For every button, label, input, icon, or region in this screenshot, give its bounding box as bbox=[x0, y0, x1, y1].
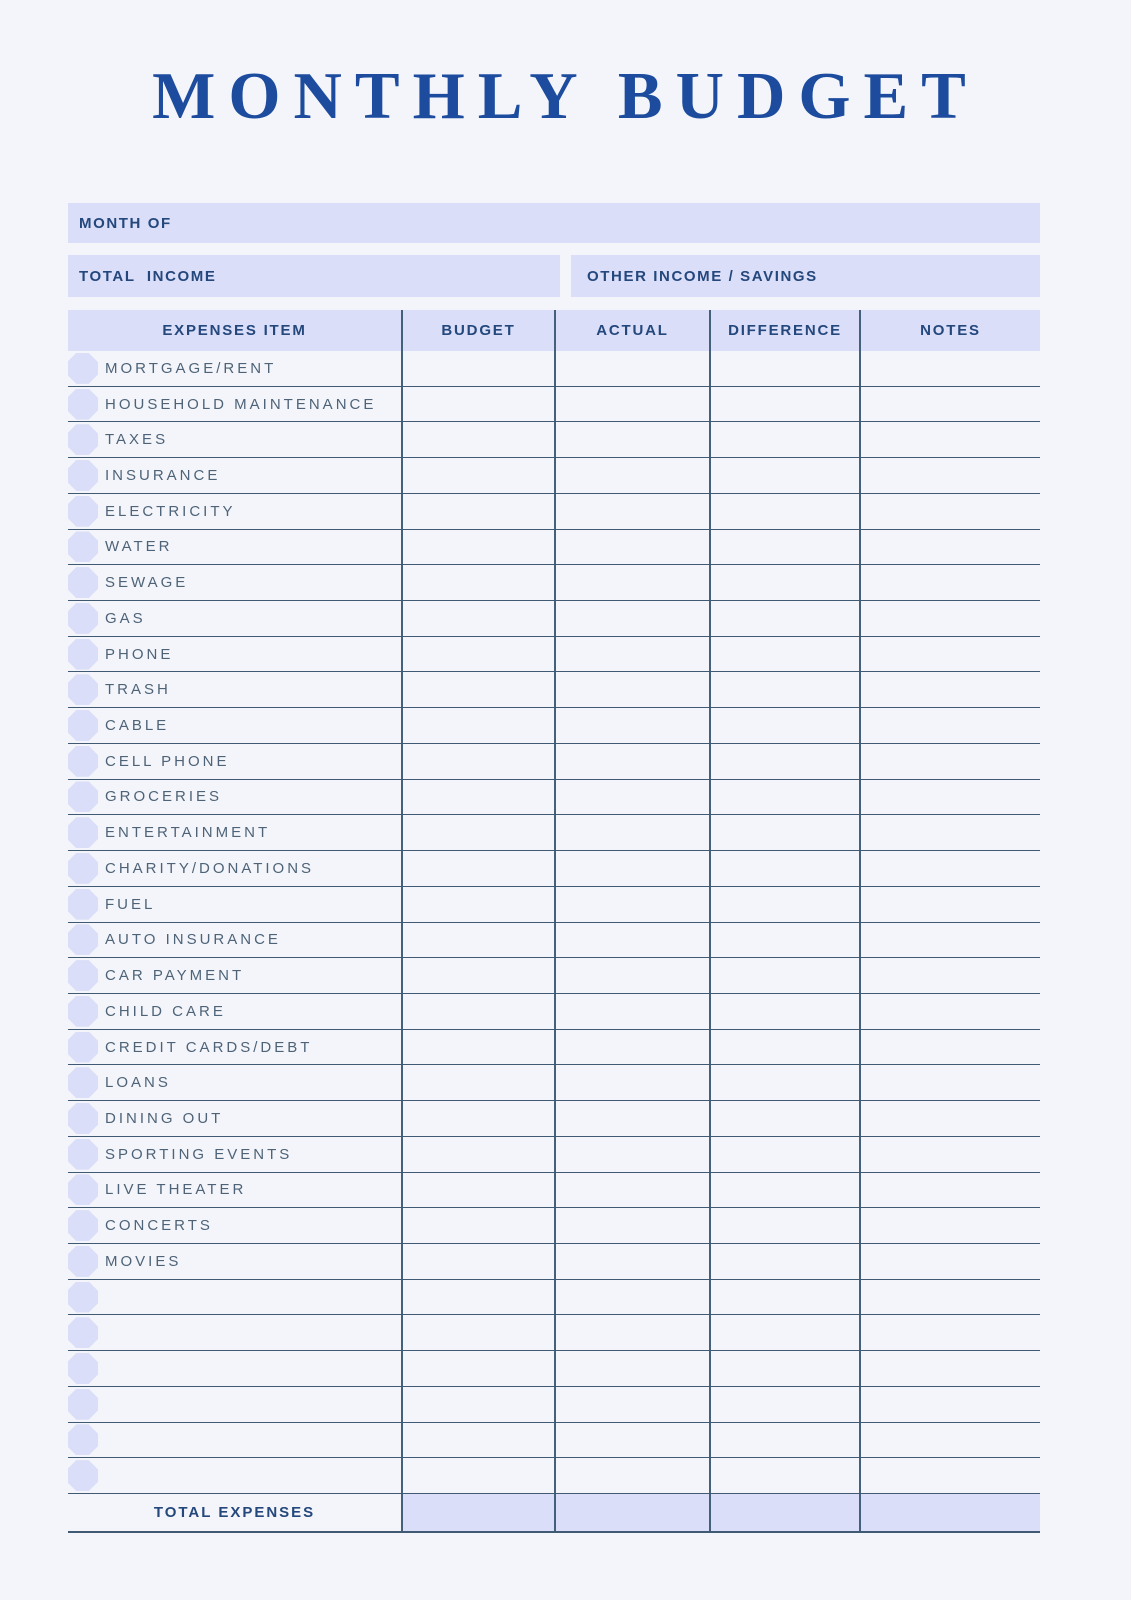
expense-row bbox=[68, 780, 1040, 816]
difference-cell bbox=[711, 958, 861, 993]
bullet-icon bbox=[68, 1389, 98, 1420]
difference-cell bbox=[711, 494, 861, 529]
budget-cell bbox=[403, 1173, 556, 1208]
notes-cell bbox=[861, 565, 1040, 600]
bullet-icon bbox=[68, 781, 98, 812]
actual-cell bbox=[556, 1030, 711, 1065]
difference-cell bbox=[711, 780, 861, 815]
expense-row bbox=[68, 1173, 1040, 1209]
total-budget-cell bbox=[403, 1494, 556, 1531]
expense-item-label: MOVIES bbox=[105, 1252, 182, 1270]
expense-item-label: TAXES bbox=[105, 431, 169, 449]
actual-cell bbox=[556, 1244, 711, 1279]
notes-cell bbox=[861, 1315, 1040, 1350]
empty-expense-row bbox=[68, 1387, 1040, 1423]
actual-cell bbox=[556, 958, 711, 993]
notes-cell bbox=[861, 1030, 1040, 1065]
expense-row bbox=[68, 494, 1040, 530]
total-income-bar bbox=[68, 255, 560, 297]
budget-cell bbox=[403, 1315, 556, 1350]
expense-row bbox=[68, 958, 1040, 994]
expense-item-cell bbox=[68, 1030, 403, 1065]
notes-cell bbox=[861, 1458, 1040, 1493]
expense-item-label: INSURANCE bbox=[105, 467, 221, 485]
notes-cell bbox=[861, 1280, 1040, 1315]
expense-item-cell bbox=[68, 530, 403, 565]
budget-cell bbox=[403, 1065, 556, 1100]
bullet-icon bbox=[68, 1246, 98, 1277]
expense-item-label: GROCERIES bbox=[105, 788, 223, 806]
actual-cell bbox=[556, 351, 711, 386]
bullet-icon bbox=[68, 817, 98, 848]
notes-cell bbox=[861, 1173, 1040, 1208]
expense-item-cell bbox=[68, 351, 403, 386]
actual-cell bbox=[556, 565, 711, 600]
notes-cell bbox=[861, 1101, 1040, 1136]
expense-row bbox=[68, 530, 1040, 566]
expense-row bbox=[68, 815, 1040, 851]
notes-cell bbox=[861, 458, 1040, 493]
expense-item-label: FUEL bbox=[105, 895, 156, 913]
expense-row bbox=[68, 1244, 1040, 1280]
expense-item-cell bbox=[68, 1387, 403, 1422]
actual-cell bbox=[556, 530, 711, 565]
expense-item-label: CHARITY/DONATIONS bbox=[105, 859, 315, 877]
notes-cell bbox=[861, 958, 1040, 993]
notes-cell bbox=[861, 887, 1040, 922]
expense-row bbox=[68, 1101, 1040, 1137]
expense-row bbox=[68, 994, 1040, 1030]
budget-cell bbox=[403, 1423, 556, 1458]
bullet-icon bbox=[68, 1424, 98, 1455]
expense-item-label: GAS bbox=[105, 609, 146, 627]
budget-cell bbox=[403, 351, 556, 386]
page-title: MONTHLY BUDGET bbox=[152, 59, 979, 133]
notes-cell bbox=[861, 1137, 1040, 1172]
expense-item-cell bbox=[68, 637, 403, 672]
expense-item-label: CHILD CARE bbox=[105, 1002, 226, 1020]
column-header-notes: NOTES bbox=[920, 322, 981, 339]
difference-cell bbox=[711, 1065, 861, 1100]
actual-cell bbox=[556, 744, 711, 779]
budget-cell bbox=[403, 565, 556, 600]
expense-item-cell bbox=[68, 672, 403, 707]
expense-row bbox=[68, 387, 1040, 423]
actual-cell bbox=[556, 1208, 711, 1243]
bullet-icon bbox=[68, 1210, 98, 1241]
difference-cell bbox=[711, 672, 861, 707]
budget-cell bbox=[403, 1244, 556, 1279]
difference-cell bbox=[711, 708, 861, 743]
expense-row bbox=[68, 1208, 1040, 1244]
budget-cell bbox=[403, 601, 556, 636]
expense-item-cell bbox=[68, 1208, 403, 1243]
expense-item-cell bbox=[68, 1280, 403, 1315]
difference-cell bbox=[711, 887, 861, 922]
expense-item-label: MORTGAGE/RENT bbox=[105, 359, 277, 377]
expense-item-label: DINING OUT bbox=[105, 1109, 224, 1127]
expense-item-cell bbox=[68, 494, 403, 529]
bullet-icon bbox=[68, 960, 98, 991]
expense-item-cell bbox=[68, 565, 403, 600]
expense-row bbox=[68, 637, 1040, 673]
difference-cell bbox=[711, 1351, 861, 1386]
expense-row bbox=[68, 458, 1040, 494]
difference-cell bbox=[711, 744, 861, 779]
expense-row bbox=[68, 1065, 1040, 1101]
budget-cell bbox=[403, 1208, 556, 1243]
bullet-icon bbox=[68, 460, 98, 491]
difference-cell bbox=[711, 637, 861, 672]
budget-cell bbox=[403, 1101, 556, 1136]
actual-cell bbox=[556, 494, 711, 529]
bullet-icon bbox=[68, 889, 98, 920]
expense-item-cell bbox=[68, 1458, 403, 1493]
difference-cell bbox=[711, 851, 861, 886]
notes-cell bbox=[861, 994, 1040, 1029]
notes-cell bbox=[861, 387, 1040, 422]
bullet-icon bbox=[68, 710, 98, 741]
budget-cell bbox=[403, 494, 556, 529]
budget-cell bbox=[403, 923, 556, 958]
budget-cell bbox=[403, 887, 556, 922]
bullet-icon bbox=[68, 1139, 98, 1170]
difference-cell bbox=[711, 923, 861, 958]
expense-item-label: ENTERTAINMENT bbox=[105, 824, 271, 842]
expense-item-label: CREDIT CARDS/DEBT bbox=[105, 1038, 313, 1056]
actual-cell bbox=[556, 1137, 711, 1172]
column-header-expenses-item: EXPENSES ITEM bbox=[68, 310, 403, 351]
actual-cell bbox=[556, 422, 711, 457]
budget-cell bbox=[403, 1280, 556, 1315]
actual-cell bbox=[556, 851, 711, 886]
bullet-icon bbox=[68, 924, 98, 955]
actual-cell bbox=[556, 994, 711, 1029]
actual-cell bbox=[556, 1458, 711, 1493]
budget-cell bbox=[403, 744, 556, 779]
expense-item-cell bbox=[68, 923, 403, 958]
actual-cell bbox=[556, 1315, 711, 1350]
difference-cell bbox=[711, 387, 861, 422]
expense-row bbox=[68, 1030, 1040, 1066]
actual-cell bbox=[556, 458, 711, 493]
notes-cell bbox=[861, 1387, 1040, 1422]
expenses-table bbox=[68, 310, 1040, 1533]
expense-item-cell bbox=[68, 851, 403, 886]
notes-cell bbox=[861, 744, 1040, 779]
budget-cell bbox=[403, 387, 556, 422]
expense-item-label: SPORTING EVENTS bbox=[105, 1145, 293, 1163]
budget-cell bbox=[403, 1351, 556, 1386]
actual-cell bbox=[556, 887, 711, 922]
bullet-icon bbox=[68, 1460, 98, 1491]
difference-cell bbox=[711, 1101, 861, 1136]
bullet-icon bbox=[68, 853, 98, 884]
column-header-budget: BUDGET bbox=[403, 310, 556, 351]
difference-cell bbox=[711, 565, 861, 600]
expense-item-label: SEWAGE bbox=[105, 574, 189, 592]
difference-cell bbox=[711, 994, 861, 1029]
actual-cell bbox=[556, 1351, 711, 1386]
bullet-icon bbox=[68, 531, 98, 562]
difference-cell bbox=[711, 1208, 861, 1243]
expense-item-label: HOUSEHOLD MAINTENANCE bbox=[105, 395, 377, 413]
expense-row bbox=[68, 565, 1040, 601]
total-expenses-row bbox=[68, 1494, 1040, 1533]
expense-row bbox=[68, 1137, 1040, 1173]
difference-cell bbox=[711, 1387, 861, 1422]
bullet-icon bbox=[68, 389, 98, 420]
bullet-icon bbox=[68, 639, 98, 670]
expense-item-cell bbox=[68, 1423, 403, 1458]
total-notes-cell bbox=[861, 1494, 1040, 1531]
actual-cell bbox=[556, 923, 711, 958]
expense-item-cell bbox=[68, 815, 403, 850]
expense-item-label: CONCERTS bbox=[105, 1217, 213, 1235]
expense-row bbox=[68, 923, 1040, 959]
difference-cell bbox=[711, 530, 861, 565]
difference-cell bbox=[711, 1173, 861, 1208]
expense-item-cell bbox=[68, 744, 403, 779]
difference-cell bbox=[711, 1458, 861, 1493]
expense-row bbox=[68, 708, 1040, 744]
column-header-difference: DIFFERENCE bbox=[711, 310, 861, 351]
difference-cell bbox=[711, 422, 861, 457]
bullet-icon bbox=[68, 603, 98, 634]
actual-cell bbox=[556, 1423, 711, 1458]
expense-item-label: LIVE THEATER bbox=[105, 1181, 247, 1199]
budget-cell bbox=[403, 994, 556, 1029]
bullet-icon bbox=[68, 1103, 98, 1134]
actual-cell bbox=[556, 708, 711, 743]
expense-item-cell bbox=[68, 1101, 403, 1136]
expense-row bbox=[68, 744, 1040, 780]
notes-cell bbox=[861, 1208, 1040, 1243]
expense-item-label: AUTO INSURANCE bbox=[105, 931, 281, 949]
expense-item-label: ELECTRICITY bbox=[105, 502, 236, 520]
notes-cell bbox=[861, 351, 1040, 386]
total-difference-cell bbox=[711, 1494, 861, 1531]
actual-cell bbox=[556, 815, 711, 850]
bullet-icon bbox=[68, 1067, 98, 1098]
expense-item-cell bbox=[68, 601, 403, 636]
notes-cell bbox=[861, 1351, 1040, 1386]
expense-item-cell bbox=[68, 387, 403, 422]
total-expenses-label: TOTAL EXPENSES bbox=[68, 1494, 403, 1531]
empty-expense-row bbox=[68, 1423, 1040, 1459]
empty-expense-row bbox=[68, 1458, 1040, 1494]
difference-cell bbox=[711, 1244, 861, 1279]
bullet-icon bbox=[68, 1282, 98, 1313]
budget-cell bbox=[403, 958, 556, 993]
total-income-label: TOTAL INCOME bbox=[79, 267, 217, 285]
notes-cell bbox=[861, 815, 1040, 850]
bullet-icon bbox=[68, 1317, 98, 1348]
expense-row bbox=[68, 887, 1040, 923]
actual-cell bbox=[556, 601, 711, 636]
budget-cell bbox=[403, 637, 556, 672]
expense-row bbox=[68, 851, 1040, 887]
expense-row bbox=[68, 422, 1040, 458]
expense-row bbox=[68, 351, 1040, 387]
expense-item-label: TRASH bbox=[105, 681, 171, 699]
budget-cell bbox=[403, 458, 556, 493]
difference-cell bbox=[711, 351, 861, 386]
bullet-icon bbox=[68, 353, 98, 384]
other-income-savings-label: OTHER INCOME / SAVINGS bbox=[587, 267, 818, 285]
bullet-icon bbox=[68, 1353, 98, 1384]
expense-item-cell bbox=[68, 1173, 403, 1208]
expense-item-label: PHONE bbox=[105, 645, 174, 663]
bullet-icon bbox=[68, 496, 98, 527]
expense-item-cell bbox=[68, 1065, 403, 1100]
notes-cell bbox=[861, 780, 1040, 815]
expense-item-cell bbox=[68, 708, 403, 743]
actual-cell bbox=[556, 1280, 711, 1315]
actual-cell bbox=[556, 672, 711, 707]
expense-item-cell bbox=[68, 1137, 403, 1172]
difference-cell bbox=[711, 1423, 861, 1458]
budget-cell bbox=[403, 851, 556, 886]
bullet-icon bbox=[68, 1032, 98, 1063]
expense-item-label: CABLE bbox=[105, 717, 170, 735]
expense-item-label: WATER bbox=[105, 538, 173, 556]
other-income-savings-bar bbox=[571, 255, 1040, 297]
empty-expense-row bbox=[68, 1351, 1040, 1387]
expense-item-cell bbox=[68, 458, 403, 493]
expense-item-label: LOANS bbox=[105, 1074, 171, 1092]
expense-row bbox=[68, 672, 1040, 708]
difference-cell bbox=[711, 815, 861, 850]
notes-cell bbox=[861, 530, 1040, 565]
column-header-actual: ACTUAL bbox=[556, 310, 711, 351]
notes-cell bbox=[861, 494, 1040, 529]
notes-cell bbox=[861, 923, 1040, 958]
bullet-icon bbox=[68, 424, 98, 455]
bullet-icon bbox=[68, 996, 98, 1027]
expense-item-cell bbox=[68, 958, 403, 993]
expense-item-cell bbox=[68, 1315, 403, 1350]
difference-cell bbox=[711, 1137, 861, 1172]
notes-cell bbox=[861, 601, 1040, 636]
notes-cell bbox=[861, 637, 1040, 672]
budget-cell bbox=[403, 1387, 556, 1422]
bullet-icon bbox=[68, 674, 98, 705]
budget-cell bbox=[403, 1030, 556, 1065]
empty-expense-row bbox=[68, 1315, 1040, 1351]
budget-cell bbox=[403, 780, 556, 815]
actual-cell bbox=[556, 387, 711, 422]
difference-cell bbox=[711, 458, 861, 493]
table-body bbox=[68, 351, 1040, 1494]
total-actual-cell bbox=[556, 1494, 711, 1531]
budget-cell bbox=[403, 672, 556, 707]
expense-item-cell bbox=[68, 887, 403, 922]
notes-cell bbox=[861, 672, 1040, 707]
budget-cell bbox=[403, 1458, 556, 1493]
difference-cell bbox=[711, 1030, 861, 1065]
bullet-icon bbox=[68, 567, 98, 598]
empty-expense-row bbox=[68, 1280, 1040, 1316]
expense-item-label: CELL PHONE bbox=[105, 752, 230, 770]
actual-cell bbox=[556, 780, 711, 815]
budget-cell bbox=[403, 708, 556, 743]
budget-cell bbox=[403, 422, 556, 457]
actual-cell bbox=[556, 1173, 711, 1208]
expense-item-cell bbox=[68, 1244, 403, 1279]
month-of-bar bbox=[68, 203, 1040, 243]
difference-cell bbox=[711, 601, 861, 636]
bullet-icon bbox=[68, 746, 98, 777]
month-of-label: MONTH OF bbox=[79, 214, 172, 232]
notes-cell bbox=[861, 1423, 1040, 1458]
budget-cell bbox=[403, 530, 556, 565]
expense-item-cell bbox=[68, 780, 403, 815]
difference-cell bbox=[711, 1280, 861, 1315]
actual-cell bbox=[556, 1065, 711, 1100]
expense-row bbox=[68, 601, 1040, 637]
notes-cell bbox=[861, 708, 1040, 743]
budget-cell bbox=[403, 1137, 556, 1172]
notes-cell bbox=[861, 1065, 1040, 1100]
notes-cell bbox=[861, 422, 1040, 457]
actual-cell bbox=[556, 1387, 711, 1422]
expense-item-label: CAR PAYMENT bbox=[105, 967, 245, 985]
notes-cell bbox=[861, 851, 1040, 886]
difference-cell bbox=[711, 1315, 861, 1350]
bullet-icon bbox=[68, 1174, 98, 1205]
budget-cell bbox=[403, 815, 556, 850]
actual-cell bbox=[556, 1101, 711, 1136]
expense-item-cell bbox=[68, 422, 403, 457]
notes-cell bbox=[861, 1244, 1040, 1279]
table-header-row bbox=[68, 310, 1040, 351]
actual-cell bbox=[556, 637, 711, 672]
expense-item-cell bbox=[68, 1351, 403, 1386]
expense-item-cell bbox=[68, 994, 403, 1029]
